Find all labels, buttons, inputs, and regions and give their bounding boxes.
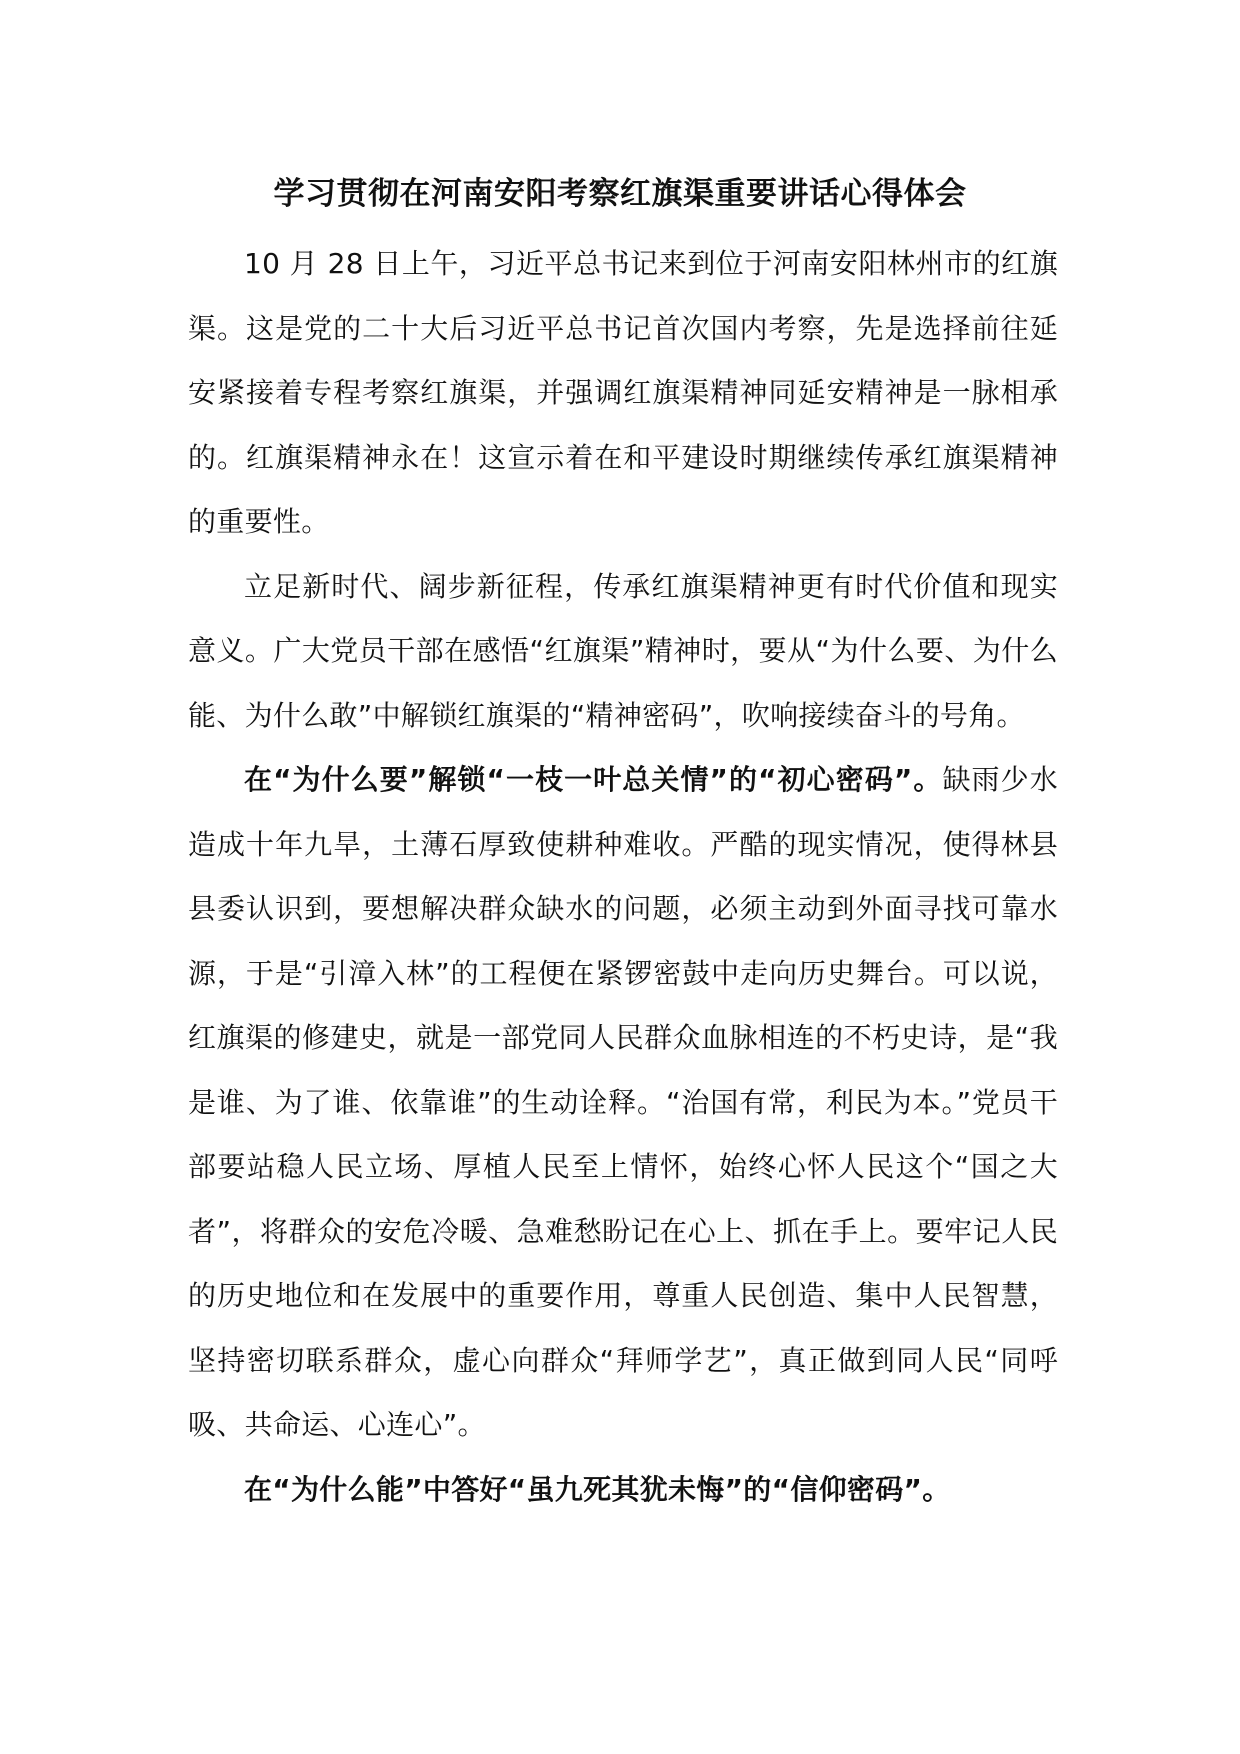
paragraph-lead: 在“为什么能”中答好“虽九死其犹未悔”的“信仰密码”。 [244, 1472, 951, 1506]
paragraph-4 [188, 1458, 1058, 1523]
document-title: 学习贯彻在河南安阳考察红旗渠重要讲话心得体会 [273, 176, 967, 212]
paragraph-2 [188, 555, 1058, 749]
paragraph-3 [188, 748, 1058, 1458]
paragraph-text: 10 月 28 日上午，习近平总书记来到位于河南安阳林州市的红旗渠。这是党的二十大后习近平总书记首次国内考察，先是选择前往延安紧接着专程考察红旗渠，并强调红旗渠精神同延安精神是一脉相承的。红旗渠精神永在！这宣示着在和平建设时期继续传承红旗渠精神的重要性。 [188, 247, 1058, 538]
paragraph-text: 缺雨少水造成十年九旱，土薄石厚致使耕种难收。严酷的现实情况，使得林县县委认识到，要想解决群众缺水的问题，必须主动到外面寻找可靠水源，于是“引漳入林”的工程便在紧锣密鼓中走向历史舞台。可以说，红旗渠的修建史，就是一部党同人民群众血脉相连的不朽史诗，是“我是谁、为了谁、依靠谁”的生动诠释。“治国有常，利民为本。”党员干部要站稳人民立场、厚植人民至上情怀，始终心怀人民这个“国之大者”，将群众的安危冷暖、急难愁盼记在心上、抓在手上。要牢记人民的历史地位和在发展中的重要作用，尊重人民创造、集中人民智慧，坚持密切联系群众，虚心向群众“拜师学艺”，真正做到同人民“同呼吸、共命运、心连心”。 [188, 763, 1059, 1441]
document-body [188, 232, 1058, 1522]
paragraph-1 [188, 232, 1058, 555]
paragraph-text: 立足新时代、阔步新征程，传承红旗渠精神更有时代价值和现实意义。广大党员干部在感悟“红旗渠”精神时，要从“为什么要、为什么能、为什么敢”中解锁红旗渠的“精神密码”，吹响接续奋斗的号角。 [188, 569, 1058, 732]
paragraph-lead: 在“为什么要”解锁“一枝一叶总关情”的“初心密码”。 [244, 763, 943, 796]
